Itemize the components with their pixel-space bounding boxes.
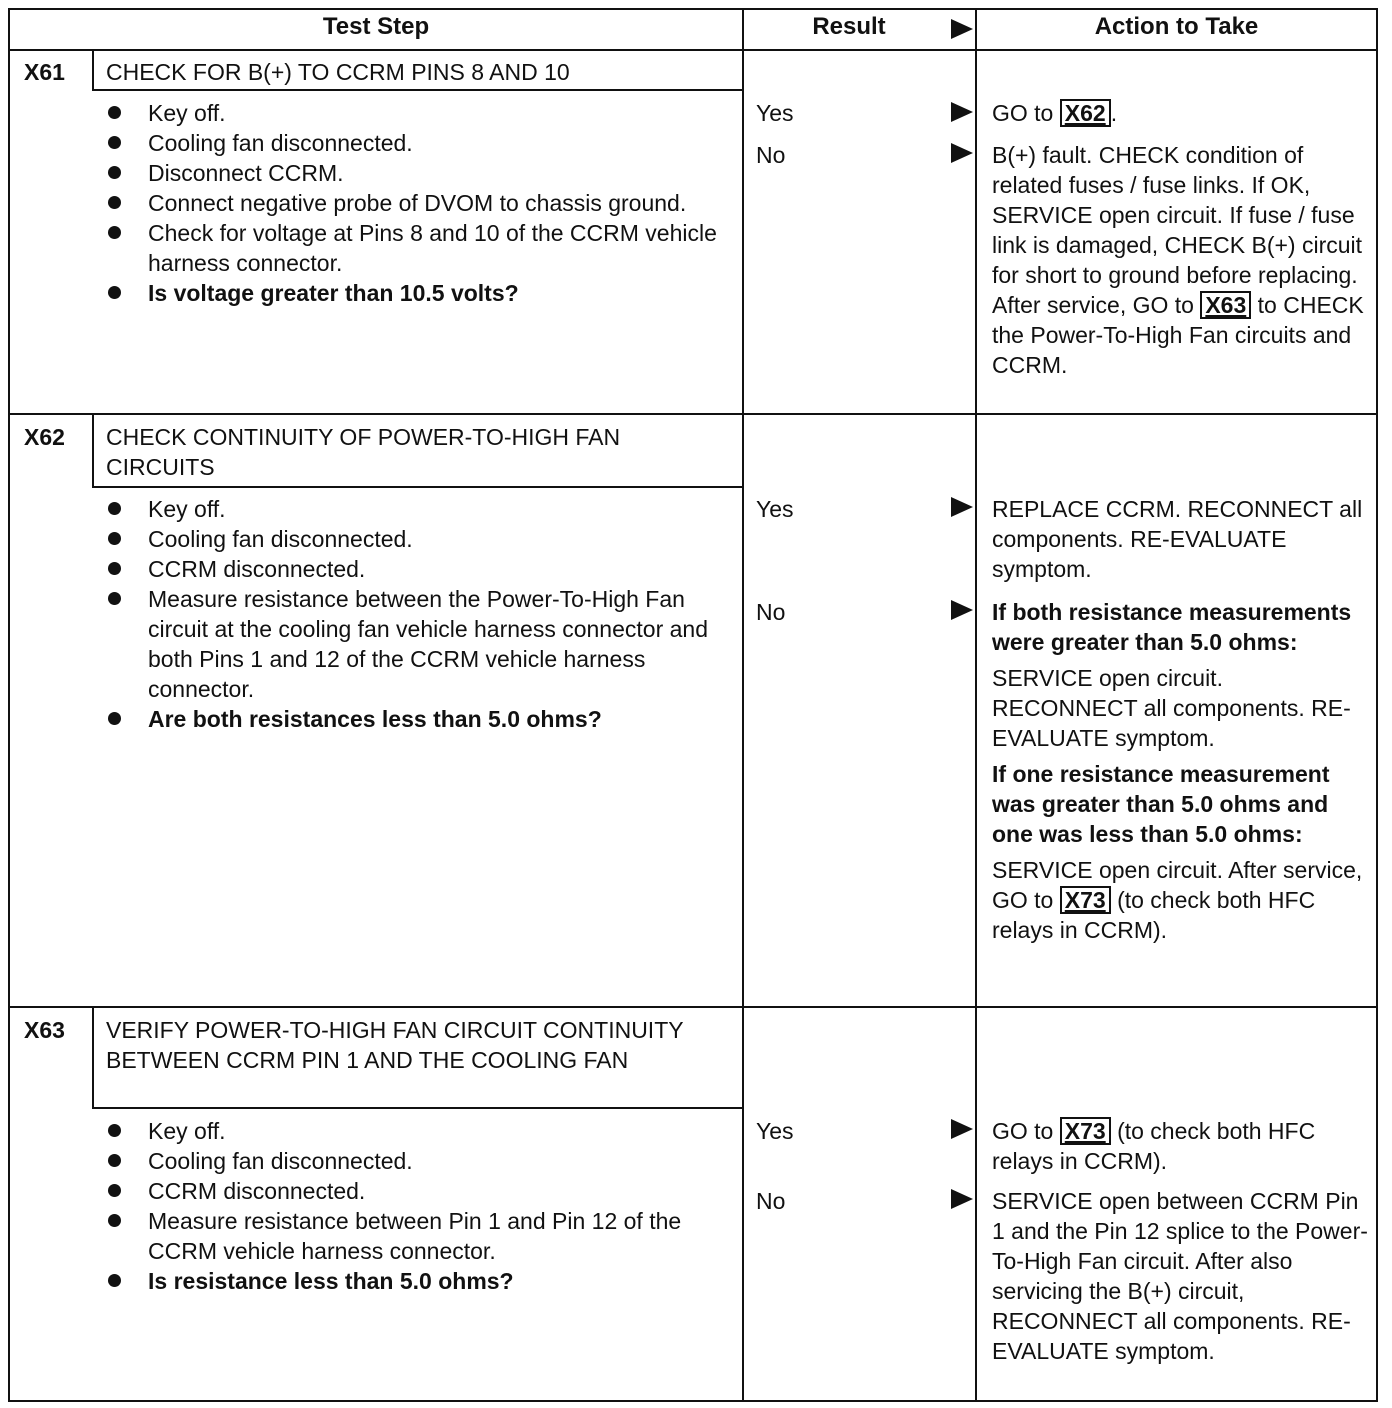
id-divider-x62 — [92, 413, 94, 488]
header-test-step: Test Step — [322, 13, 430, 40]
header-arrow-icon — [951, 19, 973, 39]
step-item: Key off. — [104, 98, 734, 128]
action-post: (to check both HFC relays in CCRM). — [992, 1118, 1316, 1174]
result-arrow-icon — [951, 143, 973, 163]
table-bottom-border — [8, 1400, 1378, 1402]
row-divider-x62 — [8, 413, 1378, 415]
step-ref-link[interactable]: X63 — [1200, 291, 1251, 319]
test-title: VERIFY POWER-TO-HIGH FAN CIRCUIT CONTINUITY BETWEEN CCRM PIN 1 AND THE COOLING FAN — [106, 1017, 684, 1073]
action-condition — [992, 597, 1370, 945]
action-pre: B(+) fault. CHECK condition of related fuses / fuse links. If OK, SERVICE open circuit. If fuse / fuse link is damaged, CHECK B(+) circuit for short to ground before replacing. After service, GO to — [992, 142, 1363, 318]
header-result: Result — [812, 13, 886, 40]
result-no: No — [756, 1188, 786, 1214]
test-title: CHECK CONTINUITY OF POWER-TO-HIGH FAN CIRCUITS — [106, 424, 621, 480]
result-no: No — [756, 142, 786, 168]
step-ref-link[interactable]: X73 — [1060, 1117, 1111, 1145]
step-item: Disconnect CCRM. — [104, 158, 734, 188]
table-top-border — [8, 8, 1378, 10]
test-steps — [104, 494, 734, 734]
action-text — [992, 98, 1370, 128]
step-item: Key off. — [104, 1116, 734, 1146]
action-text: REPLACE CCRM. RECONNECT all components. RE-EVALUATE symptom. — [992, 496, 1363, 582]
result-arrow-icon — [951, 1119, 973, 1139]
action-post: to CHECK the Power-To-High Fan circuits and CCRM. — [992, 292, 1364, 378]
step-item: Check for voltage at Pins 8 and 10 of the CCRM vehicle harness connector. — [104, 218, 734, 278]
step-item: Key off. — [104, 494, 734, 524]
title-rule-x62 — [92, 486, 742, 488]
condition-one: If one resistance measurement was greater than 5.0 ohms and one was less than 5.0 ohms: — [992, 761, 1330, 847]
condition-one-action — [992, 855, 1370, 945]
id-divider-x63 — [92, 1006, 94, 1109]
result-column-divider — [742, 8, 744, 1402]
action-text: SERVICE open between CCRM Pin 1 and the Pin 12 splice to the Power-To-High Fan circuit. After also servicing the B(+) circuit, RECONNECT all components. RE-EVALUATE symptom. — [992, 1188, 1368, 1364]
test-id: X61 — [24, 59, 65, 85]
condition-both: If both resistance measurements were greater than 5.0 ohms: — [992, 599, 1352, 655]
result-yes: Yes — [756, 100, 794, 126]
table-left-border — [8, 8, 10, 1402]
header-action: Action to Take — [1094, 13, 1259, 40]
action-pre: GO to — [992, 100, 1060, 126]
test-id: X62 — [24, 424, 65, 450]
action-text — [992, 140, 1370, 380]
test-steps — [104, 98, 734, 308]
action-pre: SERVICE open circuit. After service, GO to — [992, 857, 1363, 913]
test-id: X63 — [24, 1017, 65, 1043]
step-item: Measure resistance between the Power-To-High Fan circuit at the cooling fan vehicle harness connector and both Pins 1 and 12 of the CCRM vehicle harness connector. — [104, 584, 734, 704]
test-steps — [104, 1116, 734, 1296]
step-item: CCRM disconnected. — [104, 1176, 734, 1206]
step-item: CCRM disconnected. — [104, 554, 734, 584]
action-column-divider — [975, 8, 977, 1402]
step-item: Cooling fan disconnected. — [104, 1146, 734, 1176]
result-yes: Yes — [756, 1118, 794, 1144]
step-ref-link[interactable]: X73 — [1060, 886, 1111, 914]
result-arrow-icon — [951, 102, 973, 122]
step-question: Is resistance less than 5.0 ohms? — [104, 1266, 734, 1296]
table-right-border — [1376, 8, 1378, 1402]
step-question: Are both resistances less than 5.0 ohms? — [104, 704, 734, 734]
step-item: Cooling fan disconnected. — [104, 524, 734, 554]
test-title: CHECK FOR B(+) TO CCRM PINS 8 AND 10 — [106, 59, 570, 85]
result-arrow-icon — [951, 600, 973, 620]
action-post: . — [1110, 100, 1118, 126]
action-post: (to check both HFC relays in CCRM). — [992, 887, 1316, 943]
condition-both-action: SERVICE open circuit. RECONNECT all components. RE-EVALUATE symptom. — [992, 665, 1351, 751]
table-header-rule — [8, 49, 1378, 51]
step-item: Connect negative probe of DVOM to chassis ground. — [104, 188, 734, 218]
action-text — [992, 1116, 1370, 1176]
row-divider-x63 — [8, 1006, 1378, 1008]
step-item: Measure resistance between Pin 1 and Pin 12 of the CCRM vehicle harness connector. — [104, 1206, 734, 1266]
step-ref-link[interactable]: X62 — [1060, 99, 1111, 127]
result-arrow-icon — [951, 497, 973, 517]
title-rule-x63 — [92, 1107, 742, 1109]
result-no: No — [756, 599, 786, 625]
result-arrow-icon — [951, 1189, 973, 1209]
result-yes: Yes — [756, 496, 794, 522]
action-pre: GO to — [992, 1118, 1060, 1144]
title-rule-x61 — [92, 89, 742, 91]
id-divider-x61 — [92, 49, 94, 91]
step-item: Cooling fan disconnected. — [104, 128, 734, 158]
step-question: Is voltage greater than 10.5 volts? — [104, 278, 734, 308]
